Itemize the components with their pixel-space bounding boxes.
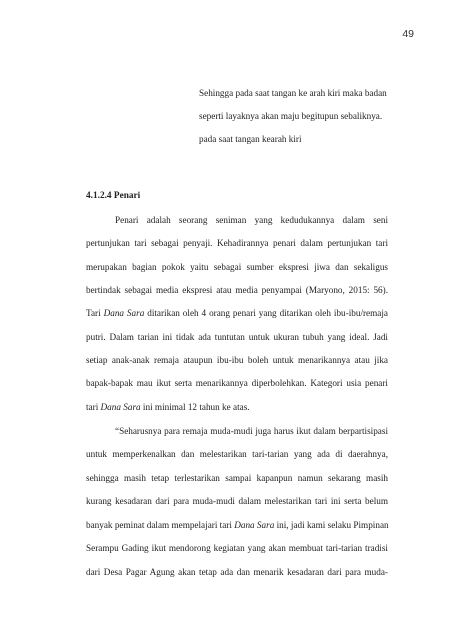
paragraph-1-line: Penari adalah seorang seniman yang kedudukannya dalam seni [115, 215, 388, 225]
continuation-line: pada saat tangan kearah kiri [199, 134, 302, 144]
dance-name: Dana Sara [100, 402, 141, 412]
dance-name: Dana Sara [103, 308, 145, 318]
paragraph-2-line: kurang kesadaran dari para muda-mudi dalam melestarikan tari ini serta belum [86, 496, 388, 506]
paragraph-1-line: setiap anak-anak remaja ataupun ibu-ibu boleh untuk menarikannya atau jika [86, 355, 388, 365]
paragraph-1-line: tari Dana Sara ini minimal 12 tahun ke atas. [86, 402, 250, 412]
paragraph-1-line: pertunjukan tari sebagai penyaji. Kehadirannya penari dalam pertunjukan tari [86, 238, 388, 248]
continuation-line: seperti layaknya akan maju begitupun sebaliknya. [199, 111, 383, 121]
paragraph-2-line: “Seharusnya para remaja muda-mudi juga harus ikut dalam berpartisipasi [115, 426, 388, 436]
page-number: 49 [402, 28, 414, 40]
paragraph-1-line: bapak-bapak mau ikut serta menarikannya diperbolehkan. Kategori usia penari [86, 378, 388, 388]
paragraph-2-line: sehingga masih tetap terlestarikan sampai kapanpun namun sekarang masih [86, 473, 388, 483]
paragraph-1-line: putri. Dalam tarian ini tidak ada tuntutan untuk ukuran tubuh yang ideal. Jadi [86, 332, 388, 342]
paragraph-2-line: untuk memperkenalkan dan melestarikan tari-tarian yang ada di daerahnya, [86, 449, 388, 459]
paragraph-1-line: Tari Dana Sara ditarikan oleh 4 orang penari yang ditarikan oleh ibu-ibu/remaja [86, 308, 388, 318]
section-heading: 4.1.2.4 Penari [86, 191, 141, 201]
paragraph-1-line: bertindak sebagai media ekspresi atau media penyampai (Maryono, 2015: 56). [86, 285, 388, 295]
continuation-line: Sehingga pada saat tangan ke arah kiri maka badan [199, 88, 387, 98]
paragraph-2-line: Serampu Gading ikut mendorong kegiatan yang akan membuat tari-tarian tradisi [86, 543, 388, 553]
dance-name: Dana Sara [234, 520, 275, 530]
paragraph-2-line: banyak peminat dalam mempelajari tari Dana Sara ini, jadi kami selaku Pimpinan [86, 520, 389, 530]
paragraph-2-line: dari Desa Pagar Agung akan tetap ada dan menarik kesadaran dari para muda- [86, 567, 388, 577]
paragraph-1-line: merupakan bagian pokok yaitu sebagai sumber ekspresi jiwa dan sekaligus [86, 262, 388, 272]
